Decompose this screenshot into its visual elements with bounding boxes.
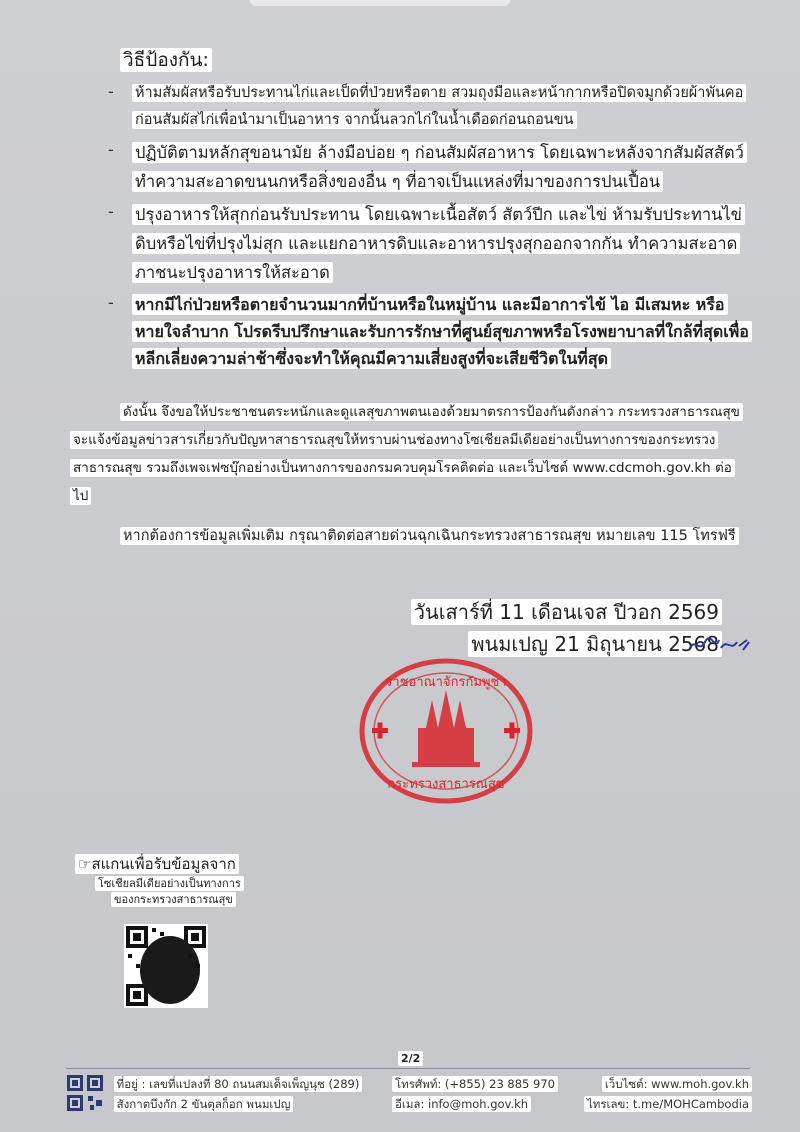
signature-mark <box>685 632 755 658</box>
website-link[interactable]: เว็บไซต์: www.moh.gov.kh <box>602 1076 752 1092</box>
address-line: ที่อยู่ : เลขที่แปลงที่ 80 ถนนสมเด็จเพ็ญนุช (289) <box>114 1076 363 1092</box>
list-item-text: ปฏิบัติตามหลักสุขอนามัย ล้างมือบ่อย ๆ ก่อนสัมผัสอาหาร โดยเฉพาะหลังจากสัมผัสสัตว์ ทำความสะอาดขนนกหรือสิ่งของอื่น ๆ ที่อาจเป็นแหล่งที่มาของการปนเปื้อน <box>132 142 747 192</box>
bullet-dash: - <box>108 140 114 159</box>
email-link[interactable]: อีเมล: info@moh.gov.kh <box>392 1096 531 1112</box>
seal-top-text: ราชอาณาจักรกัมพูชา <box>385 675 507 690</box>
footer-qr-icon <box>66 1074 104 1112</box>
telegram-link[interactable]: ไทรเลข: t.me/MOHCambodia <box>584 1096 752 1112</box>
gregorian-date: พนมเปญ 21 มิถุนายน 2568 <box>468 631 722 657</box>
prevention-list <box>108 80 758 376</box>
bullet-dash: - <box>108 82 114 101</box>
bullet-dash: - <box>108 293 114 312</box>
footer-address <box>66 1074 362 1114</box>
list-item <box>108 291 758 372</box>
footer-contact <box>392 1074 558 1114</box>
lunar-date: วันเสาร์ที่ 11 เดือนเจส ปีวอก 2569 <box>411 599 722 625</box>
section-heading: วิธีป้องกัน: <box>120 45 212 75</box>
page-number: 2/2 <box>398 1052 423 1065</box>
footer-divider <box>66 1068 750 1069</box>
address-line: สังกาตบึงกัก 2 ขันตุลก็อก พนมเปญ <box>114 1096 294 1112</box>
qr-code[interactable] <box>124 924 208 1008</box>
scan-line: โซเชียลมีเดียอย่างเป็นทางการ <box>95 876 244 891</box>
date-block <box>411 596 722 660</box>
scan-info <box>75 852 244 908</box>
footer-web <box>584 1074 752 1114</box>
list-item-text: ปรุงอาหารให้สุกก่อนรับประทาน โดยเฉพาะเนื้อสัตว์ สัตว์ปีก และไข่ ห้ามรับประทานไข่ดิบหรือไข่ที่ปรุงไม่สุก และแยกอาหารดิบและอาหารปรุงสุกออกจากกัน ทำความสะอาดภาชนะปรุงอาหารให้สะอาด <box>132 204 745 283</box>
scan-line: ของกระทรวงสาธารณสุข <box>111 892 236 907</box>
scan-title: ☞สแกนเพื่อรับข้อมูลจาก <box>75 854 239 874</box>
seal-bottom-text: กระทรวงสาธารณสุข <box>387 777 505 792</box>
ministry-seal <box>356 656 536 806</box>
hotline-paragraph: หากต้องการข้อมูลเพิ่มเติม กรุณาติดต่อสายด่วนฉุกเฉินกระทรวงสาธารณสุข หมายเลข 115 โทรฟรี <box>70 522 750 550</box>
list-item <box>108 200 758 287</box>
list-item <box>108 138 758 196</box>
closing-paragraph: ดังนั้น จึงขอให้ประชาชนตระหนักและดูแลสุขภาพตนเองด้วยมาตรการป้องกันดังกล่าว กระทรวงสาธารณสุขจะแจ้งข้อมูลข่าวสารเกี่ยวกับปัญหาสาธารณสุขให้ทราบผ่านช่องทางโซเชียลมีเดียอย่างเป็นทางการของกระทรวงสาธารณสุข รวมถึงเพจเฟซบุ๊กอย่างเป็นทางการของกรมควบคุมโรคติดต่อ และเว็บไซต์ www.cdcmoh.gov.kh ต่อไป <box>70 398 750 510</box>
list-item <box>108 80 758 134</box>
phone-text: โทรศัพท์: (+855) 23 885 970 <box>392 1076 558 1092</box>
list-item-text: ห้ามสัมผัสหรือรับประทานไก่และเป็ดที่ป่วยหรือตาย สวมถุงมือและหน้ากากหรือปิดจมูกด้วยผ้าพันคอก่อนสัมผัสไก่เพื่อนำมาเป็นอาหาร จากนั้นลวกไก่ในน้ำเดือดก่อนถอนขน <box>132 84 746 129</box>
temple-icon <box>412 690 480 767</box>
page-edge <box>250 0 510 6</box>
list-item-text: หากมีไก่ป่วยหรือตายจำนวนมากที่บ้านหรือในหมู่บ้าน และมีอาการไข้ ไอ มีเสมหะ หรือหายใจลำบาก โปรดรีบปรึกษาและรับการรักษาที่ศูนย์สุขภาพหรือโรงพยาบาลที่ใกล้ที่สุดเพื่อหลีกเลี่ยงความล่าช้าซึ่งจะทำให้คุณมีความเสี่ยงสูงที่จะเสียชีวิตในที่สุด <box>132 294 752 369</box>
qr-blur-overlay <box>140 936 200 1004</box>
bullet-dash: - <box>108 202 114 221</box>
